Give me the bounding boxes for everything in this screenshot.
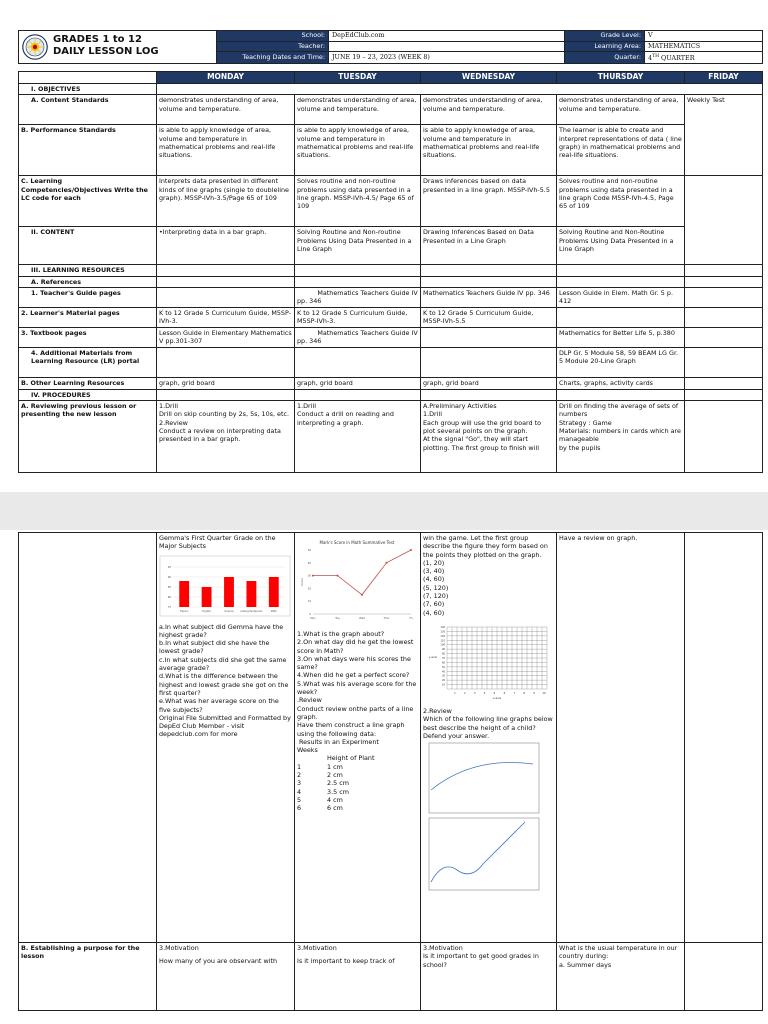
plant-week: 5 [297,795,302,804]
ref-blank-wed [421,276,557,287]
performance-tuesday: is able to apply knowledge of area, volume and temperature in mathematical problems and real-life situations. [295,125,421,176]
reviewing-label: A. Reviewing previous lesson or presenting the new lesson [19,401,157,473]
wed-review [423,707,554,740]
plant-week: 2 [297,771,302,780]
objectives-span [157,84,763,95]
grid-y-tick: 80 [441,652,445,656]
grid-y-tick: 70 [441,656,445,660]
quarter-value [645,52,763,64]
tg-thursday: Lesson Guide in Elem. Math Gr. 5 p. 412 [557,287,685,307]
purpose-line: Is it important to get good grades in school? [423,952,539,969]
score-point [361,594,363,596]
ref-blank-fri [685,276,763,287]
proc-blank-fri [685,389,763,400]
grades-bar-chart [159,555,291,617]
grid-x-tick: 1 [454,691,456,695]
grid-x-tick: 3 [473,691,476,695]
lm-friday [685,307,763,327]
review-tue-line: Conduct a drill on reading and interpreting a graph. [297,410,394,427]
plot-point: (1, 20) [423,558,445,567]
quarter-label: Quarter: [565,52,645,64]
review-text: Have them construct a line graph using the following data: [297,721,405,738]
bar-y-tick: 80 [167,595,171,599]
graph-a-frame [429,743,539,813]
line-chart-title: Mark's Score in Math Summative Test [319,540,395,545]
score-point [337,575,339,577]
height-header: Height of Plant [327,754,375,763]
plant-week: 3 [297,779,302,788]
review-thu-line: Drill on finding the average of sets of numbers [559,402,679,419]
line-category-label: Tue [335,617,340,620]
header-table [18,30,763,64]
grid-x-tick: 6 [503,691,506,695]
grid-lines [429,626,547,700]
grid-y-tick: 100 [440,643,445,647]
graph-b-frame [429,818,539,890]
school-value: DepEdClub.com [329,31,565,42]
bar-category-label: Filipino [180,609,189,613]
purpose-line: 3.Motivation [159,944,199,952]
tg-tuesday: Mathematics Teachers Guide IV pp. 346 [295,287,421,307]
am-tuesday [295,347,421,377]
dates-label: Teaching Dates and Time: [217,52,329,64]
game-text: win the game. Let the first group describe the figure they form based on the points they plotted on the graph. [423,534,548,559]
line-category-label: Fri [409,617,413,620]
bar-category-label: English [202,609,211,613]
review-text: Conduct review onthe parts of a line graph. [297,704,414,721]
review-thursday [557,401,685,473]
coordinate-grid [423,619,553,701]
tg-friday [685,287,763,307]
line-y-tick: 0 [309,613,311,616]
lr-blank-wed [421,265,557,276]
bar-y-tick: 75 [167,605,171,609]
grid-x-label: x-axis [492,695,502,700]
content-standards-thursday: demonstrates understanding of area, volume and temperature. [557,95,685,125]
grid-x-tick: 5 [493,691,496,695]
plot-point: (5, 120) [423,583,449,592]
grid-y-label: y-axis [428,654,437,659]
review-thu-line: Materials: numbers in cards which are manageable [559,427,681,444]
lesson-log-page-1 [0,0,768,492]
competencies-label: C. Learning Competencies/Objectives Write the LC code for each [19,176,157,227]
plant-height: 6 cm [327,804,343,813]
learners-material-label: 2. Learner's Material pages [19,307,157,327]
grid-y-tick: 120 [440,634,445,638]
plot-point: (4, 60) [423,575,445,584]
ref-blank-mon [157,276,295,287]
experiment-title: Results in an Experiment [297,737,379,746]
question: d.What is the difference between the highest and lowest grade she got on the first quarter? [159,672,289,697]
tb-friday [685,327,763,347]
day-tuesday: TUESDAY [295,72,421,84]
weeks-header: Weeks [297,746,318,755]
competencies-tuesday: Solves routine and non-routine problems using data presented in a line graph. M5SP-IVh-4.5/ Page 65 of 109 [295,176,421,227]
lesson-log-page-2 [0,530,768,1024]
plant-row [297,779,418,787]
question: 1.What is the graph about? [297,630,385,638]
score-point [410,549,412,551]
plant-row [297,788,418,796]
tb-monday: Lesson Guide in Elementary Mathematics V pp.301-307 [157,327,295,347]
cont-wednesday [421,533,557,943]
day-wednesday: WEDNESDAY [421,72,557,84]
purpose-label: B. Establishing a purpose for the lesson [19,943,157,1011]
friday-blank-1 [685,176,763,265]
proc-blank-wed [421,389,557,400]
lm-monday: K to 12 Grade 5 Curriculum Guide, M5SP-IVh-3. [157,307,295,327]
proc-blank-mon [157,389,295,400]
plant-row [297,796,418,804]
content-thursday: Solving Routine and Non-Routine Problems Using Data Presented in a Line Graph [557,227,685,265]
bar-y-tick: 90 [167,575,171,579]
question: 3.On what days were his scores the same? [297,654,411,672]
performance-standards-label: B. Performance Standards [19,125,157,176]
lm-wednesday: K to 12 Grade 5 Curriculum Guide, M5SP-IVh-5.5 [421,307,557,327]
grid-y-tick: 50 [441,665,445,669]
review-mon-line: Drill on skip counting by 2s, 5s, 10s, etc. [159,410,290,419]
cont-thursday [557,533,685,943]
grid-y-tick: 110 [440,639,445,643]
bar-category-label: Math [270,609,277,613]
line-category-label: Mon [310,617,316,620]
grid-y-tick: 130 [440,630,445,634]
performance-thursday: The learner is able to create and interpret representations of data ( line graph) in mathematical problems and real-life situations. [557,125,685,176]
line-y-axis-label: Score [300,578,304,586]
review-wed-line: A.Preliminary Activities [423,402,497,411]
cont-monday [157,533,295,943]
am-monday [157,347,295,377]
review-mon-line: Conduct a review on interpreting data presented in a bar graph. [159,427,281,444]
procedures-heading: IV. PROCEDURES [19,389,157,400]
plant-week: 4 [297,787,302,796]
grade-bar [246,581,256,607]
proc-blank-thu [557,389,685,400]
review-tuesday [295,401,421,473]
quarter-suffix: TH [652,53,660,59]
bar-y-tick: 85 [167,585,171,589]
line-y-tick: 50 [307,549,311,552]
review-question: Which of the following line graphs below best describe the height of a child? Defend your answer. [423,715,553,740]
page-gap [0,492,768,530]
am-thursday: DLP Gr. 5 Module 58, 59 BEAM LG Gr. 5 Module 20-Line Graph [557,347,685,377]
bar-chart-questions [159,623,292,739]
plant-week: 6 [297,804,302,813]
review-friday [685,401,763,473]
content-standards-label: A. Content Standards [19,95,157,125]
purpose-monday [157,943,295,1011]
bar-category-label: Araling Panlipunan [240,609,263,613]
plant-height-table [297,763,418,813]
competencies-wednesday: Draws inferences based on data presented in a line graph. M5SP-IVh-5.5 [421,176,557,227]
references-label: A. References [19,276,157,287]
score-point [386,562,388,564]
score-line [313,550,411,595]
other-resources-label: B. Other Learning Resources [19,377,157,389]
plot-point: (7, 60) [423,600,445,609]
lr-blank-fri [685,265,763,276]
review-wed-line: 1.Drill [423,410,442,419]
question: a.In what subject did Gemma have the highest grade? [159,622,284,639]
review-monday [157,401,295,473]
score-line-chart [297,536,417,626]
plant-height: 1 cm [327,762,343,771]
ref-blank-tue [295,276,421,287]
additional-materials-label: 4. Additional Materials from Learning Resource (LR) portal [19,347,157,377]
grid-y-tick: 20 [441,679,445,683]
purpose-line: What is the usual temperature in our country during: [559,944,678,961]
purpose-line: 3.Motivation [297,944,337,952]
lr-blank-tue [295,265,421,276]
plant-row [297,804,418,812]
grid-x-tick: 8 [523,691,526,695]
question: 5.What was his average score for the week? [297,679,417,697]
plant-height: 4 cm [327,795,343,804]
question: 2.On what day did he get the lowest score in Math? [297,638,414,655]
score-point [312,575,314,577]
review-wed-line: Each group will use the grid board to plot several points on the graph. [423,418,542,436]
tg-wednesday: Mathematics Teachers Guide IV pp. 346 [421,287,557,307]
ref-blank-thu [557,276,685,287]
competencies-thursday: Solves routine and non-routine problems using data presented in a line graph Code M5SP-IVh-4.5, Page 65 of 109 [557,176,685,227]
line-chart-questions [297,630,418,813]
teacher-label: Teacher: [217,41,329,52]
proc-blank-tue [295,389,421,400]
question: c.In what subjects did she get the same average grade? [159,655,287,673]
title-line-1: GRADES 1 to 12 [53,34,142,45]
plot-point: (4, 60) [423,608,445,617]
olr-wednesday: graph, grid board [421,377,557,389]
tb-thursday: Mathematics for Better Life 5, p.380 [557,327,685,347]
competencies-monday: Interprets data presented in different kinds of line graphs (single to doubleline graph). M5SP-IVh-3.5/Page 65 of 109 [157,176,295,227]
performance-monday: is able to apply knowledge of area, volume and temperature in mathematical problems and real-life situations. [157,125,295,176]
plant-height: 2.5 cm [327,779,349,788]
bar-category-label: Science [224,609,234,613]
purpose-line: How many of you are observant with [159,957,278,966]
day-thursday: THURSDAY [557,72,685,84]
thursday-review-text: Have a review on graph. [559,534,638,542]
grid-y-tick: 10 [441,683,445,687]
review-thu-line: Strategy : Game [559,418,612,427]
purpose-friday [685,943,763,1011]
purpose-tuesday [295,943,421,1011]
purpose-line: a. Summer days [559,960,612,969]
olr-tuesday: graph, grid board [295,377,421,389]
line-y-tick: 30 [307,574,311,578]
content-label: II. CONTENT [19,227,157,265]
review-thu-line: by the pupils [559,443,601,452]
line-chart-marks [300,548,413,620]
review-wednesday [421,401,557,473]
plot-point: (7, 120) [423,592,449,601]
purpose-line: 3.Motivation [423,944,463,952]
question: 4.When did he get a perfect score? [297,671,410,680]
question: e.What was her average score on the five subjects? [159,697,279,714]
grade-bar [202,587,212,607]
textbook-label: 3. Textbook pages [19,327,157,347]
grid-x-tick: 7 [513,691,516,695]
cont-friday [685,533,763,943]
grid-x-tick: 4 [483,691,486,695]
grid-x-tick: 9 [533,691,535,695]
grade-bar [179,581,189,607]
olr-friday [685,377,763,389]
am-friday [685,347,763,377]
grid-y-tick: 60 [441,661,445,665]
lr-blank-mon [157,265,295,276]
title-line-2: DAILY LESSON LOG [53,46,159,57]
friday-weekly-test: Weekly Test [685,95,763,176]
lm-tuesday: K to 12 Grade 5 Curriculum Guide, M5SP-IVh-3. [295,307,421,327]
grade-level-value: V [645,31,763,42]
quarter-number: 4 [648,54,653,62]
line-category-label: Wed [359,617,365,620]
grid-y-tick: 30 [441,674,445,678]
olr-monday: graph, grid board [157,377,295,389]
plant-row [297,771,418,779]
purpose-thursday [557,943,685,1011]
line-y-tick: 20 [307,587,311,591]
deped-seal-icon [22,34,48,60]
content-monday: •Interpreting data in a bar graph. [157,227,295,265]
grade-bar [269,577,279,607]
label-blank [19,533,157,943]
review-mon-line: 2.Review [159,418,188,427]
bar-chart-caption: Gemma's First Quarter Grade on the Major Subjects [159,534,276,551]
content-tuesday: Solving Routine and Non-routine Problems Using Data Presented in a Line Graph [295,227,421,265]
tb-wednesday [421,327,557,347]
learning-area-label: Learning Area: [565,41,645,52]
grid-x-tick: 10 [542,691,546,695]
learning-area-value: MATHEMATICS [645,41,763,52]
content-wednesday: Drawing Inferences Based on Data Presented in a Line Graph [421,227,557,265]
grid-y-tick: 140 [440,625,445,629]
lm-thursday [557,307,685,327]
content-standards-tuesday: demonstrates understanding of area, volume and temperature. [295,95,421,125]
line-y-tick: 40 [307,561,311,565]
bar-y-tick: 95 [167,565,171,569]
form-title [53,34,159,58]
height-line-graphs [423,742,541,892]
grid-x-tick: 2 [463,691,466,695]
tg-monday [157,287,295,307]
day-friday: FRIDAY [685,72,763,84]
lesson-grid [18,71,763,473]
performance-wednesday: is able to apply knowledge of area, volume and temperature in mathematical problems and real-life situations. [421,125,557,176]
plant-height: 2 cm [327,771,343,780]
olr-thursday: Charts, graphs, activity cards [557,377,685,389]
review-heading: .Review [297,696,322,705]
dates-value: JUNE 19 – 23, 2023 (WEEK 8) [329,52,565,64]
content-standards-wednesday: demonstrates understanding of area, volume and temperature. [421,95,557,125]
point-list [423,559,554,617]
header-logo-cell [19,31,217,64]
line-y-tick: 10 [307,600,311,604]
plant-height: 3.5 cm [327,787,349,796]
purpose-wednesday [421,943,557,1011]
am-wednesday [421,347,557,377]
grade-level-label: Grade Level: [565,31,645,42]
plot-point: (3, 40) [423,567,445,576]
objectives-heading: I. OBJECTIVES [19,84,157,95]
school-label: School: [217,31,329,42]
line-category-label: Thur [383,617,390,620]
review-mon-line: 1.Drill [159,402,178,411]
teacher-value [329,41,565,52]
lr-blank-thu [557,265,685,276]
review-wed-line: At the signal "Go", they will start plotting. The first group to finish will [423,435,539,452]
quarter-word: QUARTER [659,54,695,62]
learning-resources-heading: III. LEARNING RESOURCES [19,265,157,276]
grid-y-tick: 90 [441,648,445,652]
lesson-grid-continued [18,532,763,1011]
review-heading: 2.Review [423,706,452,715]
grid-y-tick: 40 [441,670,445,674]
content-standards-monday: demonstrates understanding of area, volume and temperature. [157,95,295,125]
purpose-line: Is it important to keep track of [297,957,395,966]
day-monday: MONDAY [157,72,295,84]
teachers-guide-label: 1. Teacher's Guide pages [19,287,157,307]
plant-row [297,763,418,771]
corner-cell [19,72,157,84]
credit-note: Original File Submitted and Formatted by DepEd Club Member - visit depedclub.com for more [159,713,291,739]
cont-tuesday [295,533,421,943]
plant-week: 1 [297,762,302,771]
tb-tuesday: Mathematics Teachers Guide IV pp. 346 [295,327,421,347]
review-tue-line: 1.Drill [297,402,316,411]
question: b.In what subject did she have the lowest grade? [159,639,270,656]
grade-bar [224,577,234,607]
